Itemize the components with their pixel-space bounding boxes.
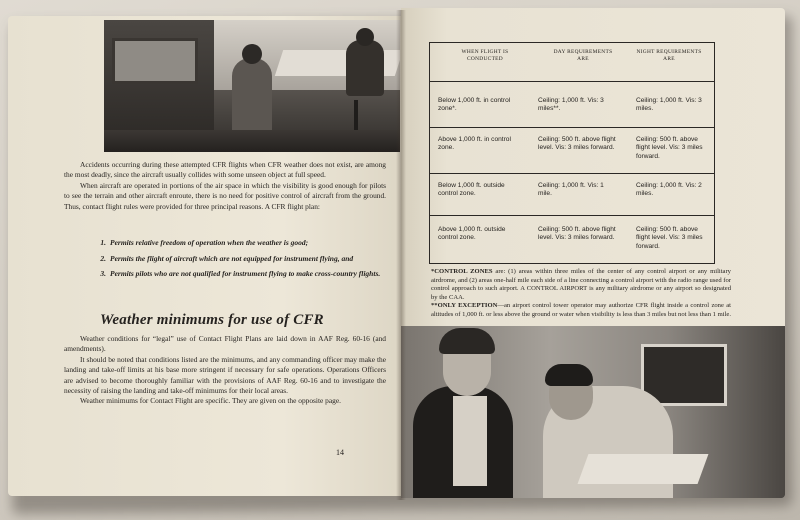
- list-text: Permits relative freedom of operation when the weather is good;: [110, 238, 309, 247]
- photo-man-seated-head: [356, 28, 374, 46]
- paragraph: When aircraft are operated in portions of the air space in which the visibility is good enough for pilots to see the terrain and other aircraft enroute, there is no need for positive control of aircraft from the ground. Thus, contact flight rules were provided for three principal reasons. A CFR flight plan:: [64, 180, 386, 211]
- paragraph: Weather minimums for Contact Flight are specific. They are given on the opposite page.: [80, 396, 341, 406]
- right-page: [401, 8, 785, 498]
- table-cell: Ceiling: 1,000 ft. Vis: 2 miles.: [636, 182, 702, 198]
- photo-pilots-with-map: [401, 326, 785, 498]
- table-cell: Ceiling: 500 ft. above flight level. Vis: 3 miles forward.: [636, 226, 703, 250]
- table-cell: Ceiling: 500 ft. above flight level. Vis: 3 miles forward.: [538, 136, 616, 152]
- table-cell: Ceiling: 500 ft. above flight level. Vis: 3 miles forward.: [636, 136, 703, 160]
- table-cell: Ceiling: 1,000 ft. Vis: 3 miles**.: [538, 97, 604, 113]
- footnote-text: —an airport control tower operator may authorize CFR flight inside a control zone at altitudes of 1,000 ft. or less above the ground or water when visibility is less than 3 miles but not less than 1 mile.: [431, 302, 731, 318]
- photo-map: [578, 454, 709, 484]
- table-cell: Above 1,000 ft. outside control zone.: [438, 226, 506, 242]
- reasons-list: [88, 238, 388, 285]
- table-cell: Above 1,000 ft. in control zone.: [438, 136, 511, 152]
- list-item: [88, 254, 388, 265]
- page-number: 14: [336, 448, 344, 457]
- table-cell: Ceiling: 1,000 ft. Vis: 3 miles.: [636, 97, 702, 113]
- table-row: [430, 127, 714, 173]
- table-row: [430, 81, 714, 127]
- footnote-exception: [431, 302, 731, 319]
- list-item: [88, 238, 388, 249]
- table-cell: Ceiling: 1,000 ft. Vis: 1 mile.: [538, 182, 604, 198]
- list-item: [88, 269, 388, 280]
- photo-officer-hair: [545, 364, 593, 386]
- list-text: Permits pilots who are not qualified for instrument flying to make cross-country flights.: [110, 269, 381, 278]
- photo-instructors-at-desk: [104, 20, 400, 152]
- section-text: [64, 334, 386, 407]
- footnote-text: are: (1) areas within three miles of the center of any control airport or any military airdrome, and (2) areas one-half mile each side of a line connecting a control airport with the radio range used for control approach to such airport. A CONTROL AIRPORT is any military airdrome or any airport so designated by the CAA.: [431, 268, 731, 301]
- photo-window: [112, 38, 198, 84]
- footnote-control-zones: [431, 268, 731, 302]
- photo-floor: [104, 130, 400, 152]
- photo-man-seated: [346, 40, 384, 96]
- photo-man-standing-head: [242, 44, 262, 64]
- paragraph: Weather conditions for “legal” use of Contact Flight Plans are laid down in AAF Reg. 60-16 (and amendments).: [64, 334, 386, 354]
- photo-pilot-scarf: [453, 396, 487, 486]
- list-number: 1.: [100, 238, 106, 247]
- table-cell: Below 1,000 ft. outside control zone.: [438, 182, 505, 198]
- table-cell: Ceiling: 500 ft. above flight level. Vis: 3 miles forward.: [538, 226, 616, 242]
- left-page: [8, 16, 401, 496]
- table-row: [430, 215, 714, 263]
- table-header: WHEN FLIGHT IS CONDUCTED: [461, 49, 509, 62]
- photo-pilot-helmet: [439, 328, 495, 354]
- footnote-label: **ONLY EXCEPTION: [431, 302, 498, 310]
- footnotes: [431, 268, 731, 320]
- paragraph: It should be noted that conditions listed are the minimums, and any commanding officer may make the landing and take-off limits at his base more stringent if necessary for safe operations. Operations Officers are advised to become thoroughly familiar with the provisions of AAF Reg. 60-16 and to investigate the necessity of raising the landing and take-off minimums for their local areas.: [64, 354, 386, 396]
- section-heading: Weather minimums for use of CFR: [100, 312, 324, 328]
- table-header: DAY REQUIREMENTS ARE: [553, 49, 613, 62]
- weather-minimums-table: [429, 42, 715, 264]
- photo-man-standing: [232, 58, 272, 138]
- list-number: 3.: [100, 269, 106, 278]
- table-header: NIGHT REQUIREMENTS ARE: [636, 49, 702, 62]
- intro-text: [64, 160, 386, 212]
- footnote-label: *CONTROL ZONES: [431, 268, 493, 275]
- paragraph: Accidents occurring during these attempted CFR flights when CFR weather does not exist, are among the most deadly, since the aircraft usually collides with some unseen object at full speed.: [64, 160, 386, 180]
- table-cell: Below 1,000 ft. in control zone*.: [438, 97, 511, 113]
- list-text: Permits the flight of aircraft which are not equipped for instrument flying, and: [110, 253, 354, 263]
- list-number: 2.: [100, 253, 106, 263]
- book-gutter: [396, 10, 406, 500]
- table-row: [430, 173, 714, 215]
